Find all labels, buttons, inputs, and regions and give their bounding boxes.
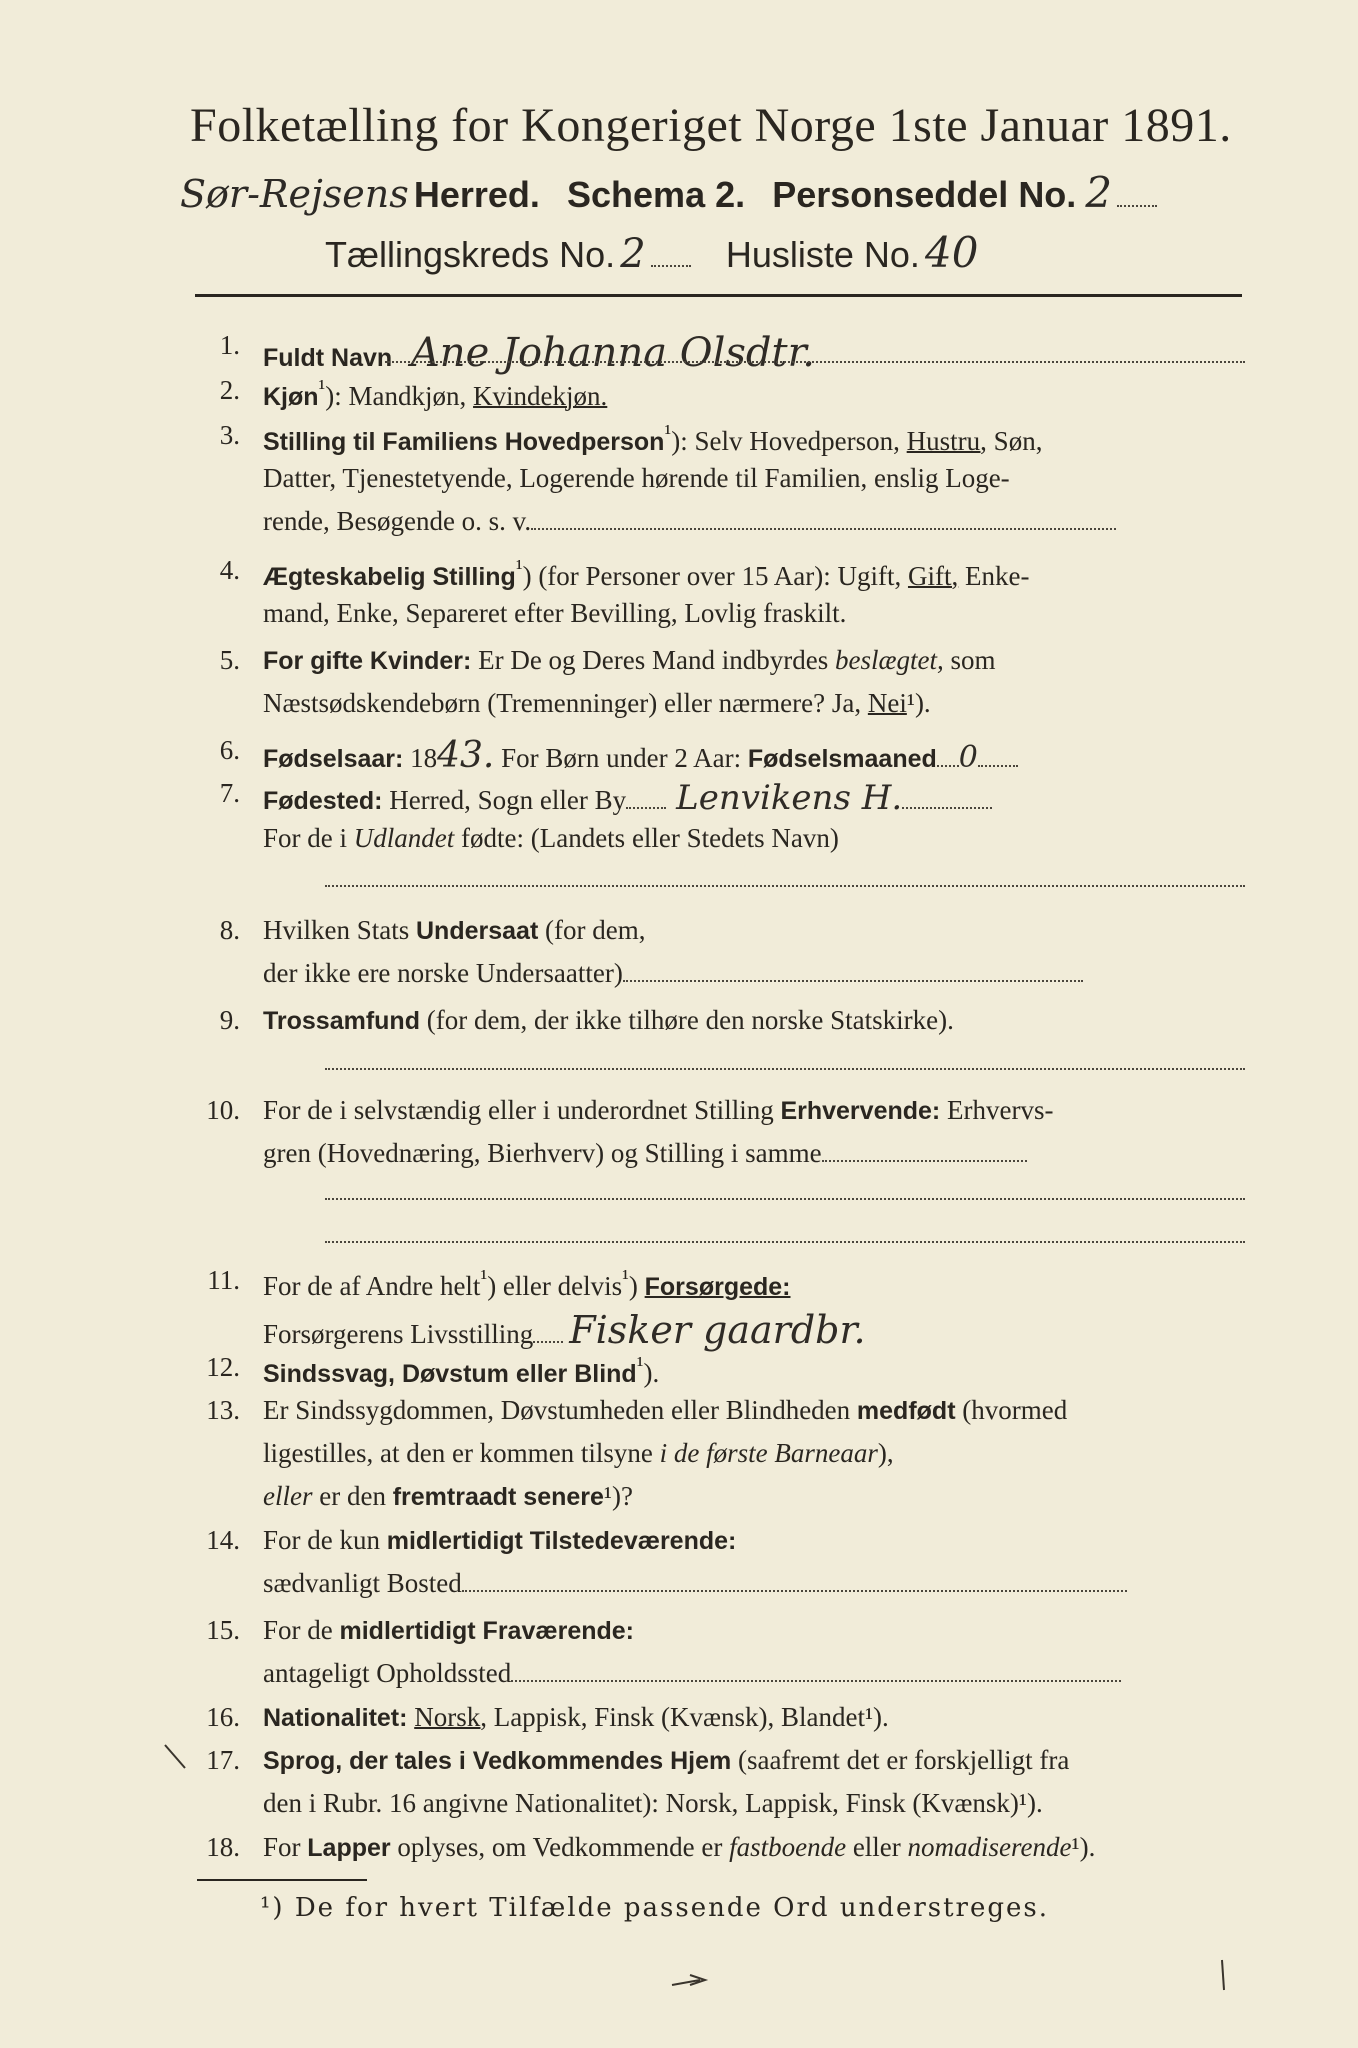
item-number: 9. xyxy=(219,1005,240,1035)
item-number: 7. xyxy=(219,778,240,808)
birthplace-label: Fødested: xyxy=(263,787,383,815)
husliste-number: 40 xyxy=(924,228,979,277)
question-text: Lappisk, Finsk (Kvænsk), Blandet¹). xyxy=(486,1702,889,1732)
question-text: For de kun xyxy=(263,1525,387,1555)
kreds-label: Tællingskreds No. xyxy=(325,234,616,275)
item-number: 14. xyxy=(206,1525,240,1555)
religion-label: Trossamfund xyxy=(263,1007,420,1035)
item-number: 5. xyxy=(219,645,240,675)
family-position-label: Stilling til Familiens Hovedperson xyxy=(263,428,665,456)
item-number: 11. xyxy=(207,1265,240,1295)
kreds-number: 2 xyxy=(620,231,646,277)
question-text: Er De og Deres Mand indbyrdes xyxy=(471,645,835,675)
item-number: 6. xyxy=(219,735,240,765)
question-text: fastboende xyxy=(729,1832,847,1862)
item-17-line2: den i Rubr. 16 angivne Nationalitet): Norsk, Lappisk, Finsk (Kvænsk)¹). xyxy=(263,1788,1043,1818)
item-4-line2: mand, Enke, Separeret efter Bevilling, Lovlig fraskilt. xyxy=(263,598,847,628)
item-number: 16. xyxy=(206,1702,240,1732)
personseddel-label: Personseddel No. xyxy=(772,174,1077,215)
temporary-present-label: midlertidigt Tilstedeværende: xyxy=(386,1527,737,1555)
item-number: 13. xyxy=(206,1395,240,1425)
supported-label: Forsørgede: xyxy=(644,1273,791,1301)
question-text: ). xyxy=(643,1358,660,1388)
item-3-line2: Datter, Tjenestetyende, Logerende hørende til Familien, enslig Loge- xyxy=(263,463,1010,493)
citizenship-label: Undersaat xyxy=(416,917,539,945)
footnote: ¹) De for hvert Tilfælde passende Ord understreges. xyxy=(260,1893,1050,1923)
gender-selected: Kvindekjøn. xyxy=(473,381,608,411)
footnote-marker: ¹ xyxy=(515,555,523,580)
question-text: For de i xyxy=(263,823,354,853)
option-text: ) (for Personer over 15 Aar): Ugift, xyxy=(522,561,908,591)
item-number: 3. xyxy=(219,420,240,450)
herred-label: Herred. xyxy=(413,174,540,215)
birthplace-value: Lenvikens H. xyxy=(676,778,903,818)
usual-residence-label: sædvanligt Bosted xyxy=(263,1568,462,1598)
pencil-mark xyxy=(165,1745,185,1768)
birth-month-label: Fødselsmaaned xyxy=(747,745,937,773)
related-answer: Nei xyxy=(867,688,907,718)
question-text: Udlandet xyxy=(353,823,455,853)
question-text: Hvilken Stats xyxy=(263,915,416,945)
form-title: Folketælling for Kongeriget Norge 1ste Januar 1891. xyxy=(190,99,1232,152)
footnote-marker: ¹ xyxy=(480,1265,488,1290)
item-number: 18. xyxy=(206,1832,240,1862)
question-text: eller xyxy=(846,1832,908,1862)
question-text: oplyses, om Vedkommende er xyxy=(390,1832,730,1862)
question-text: beslægtet, xyxy=(835,645,944,675)
language-label: Sprog, der tales i Vedkommendes Hjem xyxy=(263,1747,732,1775)
question-text: Er Sindssygdommen, Døvstumheden eller Blindheden xyxy=(263,1395,857,1425)
question-text: (for dem, der ikke tilhøre den norske Statskirke). xyxy=(419,1005,954,1035)
item-number: 15. xyxy=(206,1615,240,1645)
question-text: eller xyxy=(263,1481,313,1511)
schema-label: Schema 2. xyxy=(567,174,746,215)
item-number: 12. xyxy=(206,1352,240,1382)
whereabouts-label: antageligt Opholdssted xyxy=(263,1658,512,1688)
question-text: For xyxy=(263,1832,308,1862)
item-number: 2. xyxy=(219,375,240,405)
question-text: ) xyxy=(628,1271,645,1301)
question-text: Næstsødskendebørn (Tremenninger) eller nærmere? Ja, xyxy=(263,688,868,718)
item-3-line3: rende, Besøgende o. s. v. xyxy=(263,506,532,536)
question-text: For de xyxy=(263,1615,340,1645)
husliste-label: Husliste No. xyxy=(725,234,920,275)
birth-year-prefix: 18 xyxy=(403,743,438,773)
option-text: Enke- xyxy=(958,561,1030,591)
lapps-label: Lapper xyxy=(307,1834,391,1862)
question-text: (hvormed xyxy=(955,1395,1068,1425)
question-text: der ikke ere norske Undersaatter) xyxy=(263,958,623,988)
pencil-mark xyxy=(672,1975,705,1985)
question-text: ¹). xyxy=(1071,1832,1096,1862)
question-text: Erhvervs- xyxy=(940,1095,1054,1125)
question-text: fødte: (Landets eller Stedets Navn) xyxy=(454,823,839,853)
item-number: 17. xyxy=(206,1745,240,1775)
question-text: i de første Barneaar xyxy=(659,1438,878,1468)
occupation-label: Erhvervende: xyxy=(780,1097,941,1125)
footnote-marker: ¹ xyxy=(636,1352,644,1377)
question-text: ) eller delvis xyxy=(487,1271,623,1301)
question-text: ), xyxy=(877,1438,894,1468)
question-text: som xyxy=(943,645,996,675)
question-text: For de i selvstændig eller i underordnet Stilling xyxy=(263,1095,781,1125)
option-text: ): Selv Hovedperson, xyxy=(671,426,907,456)
question-text: For Børn under 2 Aar: xyxy=(494,743,748,773)
question-text: (saafremt det er forskjelligt fra xyxy=(731,1745,1070,1775)
item-number: 4. xyxy=(219,555,240,585)
question-text: nomadiserende xyxy=(907,1832,1072,1862)
question-text: (for dem, xyxy=(538,915,646,945)
question-text: Herred, Sogn eller By xyxy=(382,785,627,815)
later-onset-label: fremtraadt senere xyxy=(392,1483,604,1511)
question-text: ligestilles, at den er kommen tilsyne xyxy=(263,1438,660,1468)
herred-handwritten: Sør-Rejsens xyxy=(180,172,409,216)
gender-options: ): Mandkjøn, xyxy=(325,381,474,411)
nationality-label: Nationalitet: xyxy=(263,1704,408,1732)
congenital-label: medfødt xyxy=(856,1397,956,1425)
full-name-label: Fuldt Navn xyxy=(263,344,393,372)
marital-status-label: Ægteskabelig Stilling xyxy=(263,563,516,591)
question-text: For de af Andre helt xyxy=(263,1271,481,1301)
nationality-selected: Norsk, xyxy=(414,1702,487,1732)
option-text: Søn, xyxy=(986,426,1043,456)
birth-month-value: 0 xyxy=(958,740,978,775)
footnote-marker: ¹ xyxy=(664,420,672,445)
birth-year-label: Fødselsaar: xyxy=(263,745,404,773)
personseddel-number: 2 xyxy=(1085,168,1113,217)
item-number: 1. xyxy=(219,330,240,360)
birth-year-value: 43. xyxy=(437,735,495,776)
footnote-marker: ¹ xyxy=(318,375,326,400)
marital-status-selected: Gift, xyxy=(907,561,959,591)
disability-label: Sindssvag, Døvstum eller Blind xyxy=(263,1360,637,1388)
temporary-absent-label: midlertidigt Fraværende: xyxy=(339,1617,634,1645)
footnote-marker: ¹ xyxy=(622,1265,629,1290)
provider-occupation-value: Fisker gaardbr. xyxy=(569,1308,866,1352)
pencil-mark xyxy=(1222,1960,1224,1990)
item-number: 8. xyxy=(219,915,240,945)
question-text: gren (Hovednæring, Bierhverv) og Stilling i samme xyxy=(263,1138,822,1168)
question-text: ¹). xyxy=(906,688,931,718)
item-number: 10. xyxy=(206,1095,240,1125)
question-text: er den xyxy=(312,1481,393,1511)
gender-label: Kjøn xyxy=(263,383,319,411)
full-name-value: Ane Johanna Olsdtr. xyxy=(410,330,816,376)
question-text: ¹)? xyxy=(603,1481,633,1511)
provider-occupation-label: Forsørgerens Livsstilling xyxy=(263,1319,534,1349)
family-position-selected: Hustru, xyxy=(906,426,987,456)
married-women-label: For gifte Kvinder: xyxy=(263,647,472,675)
